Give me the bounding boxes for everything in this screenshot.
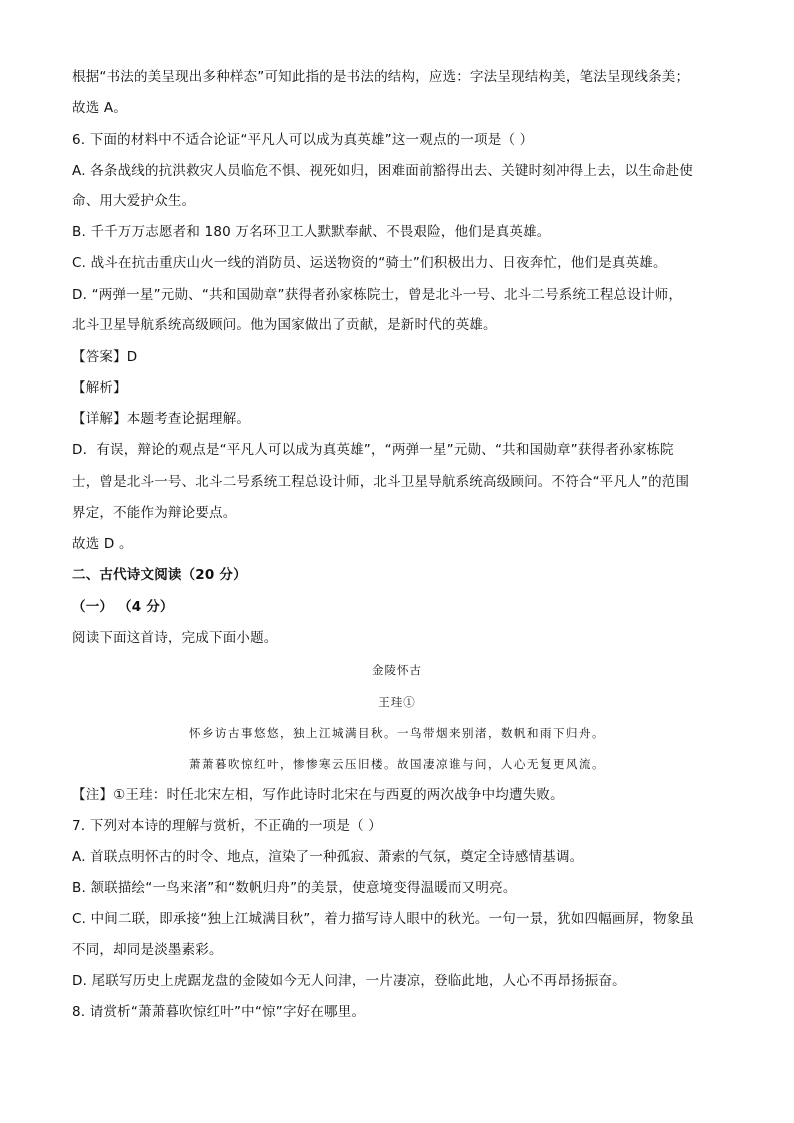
option-d-continued: 北斗卫星导航系统高级顾问。他为国家做出了贡献，是新时代的英雄。 (72, 317, 497, 333)
poem-note: 【注】①王珪：时任北宋左相，写作此诗时北宋在与西夏的两次战争中均遭失败。 (72, 787, 564, 803)
option-b: B. 千千万万志愿者和 180 万名环卫工人默默奉献、不畏艰险，他们是真英雄。 (72, 224, 551, 240)
explanation-line: D．有误，辩论的观点是“平凡人可以成为真英雄”，“两弹一星”元勋、“共和国勋章”获得者孙家栋院 (72, 442, 674, 458)
option-a: A. 各条战线的抗洪救灾人员临危不惧、视死如归，困难面前豁得出去、关键时刻冲得上去，以生命赴使 (72, 163, 693, 179)
choose-d: 故选 D 。 (72, 536, 133, 552)
option-a: A. 首联点明怀古的时令、地点，渲染了一种孤寂、萧索的气氛，奠定全诗感情基调。 (72, 849, 584, 865)
poem-title: 金陵怀古 (372, 663, 422, 677)
option-b: B. 颔联描绘“一鸟来渚”和“数帆归舟”的美景，使意境变得温暖而又明亮。 (72, 880, 517, 896)
explanation-line: 士，曾是北斗一号、北斗二号系统工程总设计师，北斗卫星导航系统高级顾问。不符合“平凡人”的范围 (72, 474, 690, 490)
option-c-continued: 不同，却同是淡墨素彩。 (72, 942, 223, 958)
option-a-continued: 命、用大爱护众生。 (72, 193, 196, 209)
poem-author: 王珪① (378, 695, 416, 709)
detail-label: 【详解】本题考查论据理解。 (72, 411, 251, 427)
answer-label: 【答案】D (72, 349, 138, 365)
section-heading: 二、古代诗文阅读（20 分） (72, 567, 247, 583)
text-line: 故选 A。 (72, 100, 128, 116)
explanation-line: 界定，不能作为辩论要点。 (72, 505, 237, 521)
option-d: D. 尾联写历史上虎踞龙盘的金陵如今无人问津，一片凄凉，登临此地，人心不再昂扬振奋。 (72, 973, 626, 989)
option-c: C. 战斗在抗击重庆山火一线的消防员、运送物资的“骑士”们积极出力、日夜奔忙，他们是真英雄。 (72, 255, 667, 271)
option-d: D. “两弹一星”元勋、“共和国勋章”获得者孙家栋院士，曾是北斗一号、北斗二号系统工程总设计师， (72, 287, 683, 303)
subsection-heading: （一） （4 分） (72, 599, 174, 615)
question-6: 6. 下面的材料中不适合论证“平凡人可以成为真英雄”这一观点的一项是（ ） (72, 132, 534, 148)
question-7: 7. 下列对本诗的理解与赏析，不正确的一项是（ ） (72, 818, 382, 834)
option-c: C. 中间二联，即承接“独上江城满目秋”，着力描写诗人眼中的秋光。一句一景，犹如四幅画屏，物象虽 (72, 911, 695, 927)
text-line: 根据“书法的美呈现出多种样态”可知此指的是书法的结构，应选：字法呈现结构美，笔法呈现线条美； (72, 69, 690, 85)
analysis-label: 【解析】 (72, 380, 127, 396)
poem-line: 怀乡访古事悠悠，独上江城满目秋。一鸟带烟来别渚，数帆和雨下归舟。 (189, 726, 605, 740)
instruction: 阅读下面这首诗，完成下面小题。 (72, 630, 278, 646)
poem-line: 萧萧暮吹惊红叶，惨惨寒云压旧楼。故国凄凉谁与问，人心无复更风流。 (189, 757, 605, 771)
question-8: 8. 请赏析“萧萧暮吹惊红叶”中“惊”字好在哪里。 (72, 1004, 366, 1020)
